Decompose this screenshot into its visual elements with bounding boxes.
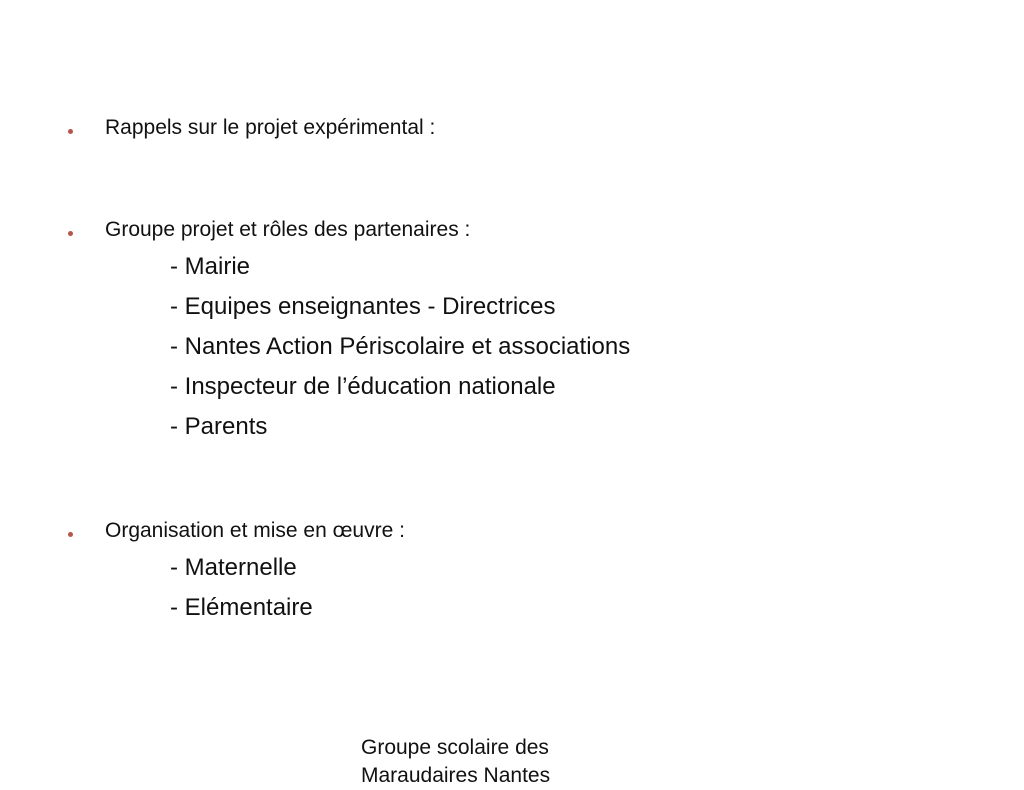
bullet-groupe-text: Groupe projet et rôles des partenaires : xyxy=(105,218,471,241)
groupe-sub-list xyxy=(170,247,630,447)
organisation-item-elementaire: - Elémentaire xyxy=(170,594,313,621)
organisation-item-maternelle: - Maternelle xyxy=(170,554,297,581)
slide-footer: Groupe scolaire des Maraudaires Nantes xyxy=(361,736,551,787)
bullet-rappels-text: Rappels sur le projet expérimental : xyxy=(105,116,436,139)
organisation-sub-list xyxy=(170,548,313,628)
groupe-item-inspecteur: - Inspecteur de l’éducation nationale xyxy=(170,373,556,400)
groupe-item-mairie: - Mairie xyxy=(170,253,251,280)
bullet-organisation-text: Organisation et mise en œuvre : xyxy=(105,519,405,542)
bullet-dot-icon xyxy=(68,129,73,134)
bullet-dot-icon xyxy=(68,532,73,537)
bullet-dot-icon xyxy=(68,231,73,236)
groupe-item-nantes-action: - Nantes Action Périscolaire et associations xyxy=(170,333,631,360)
groupe-item-equipes: - Equipes enseignantes - Directrices xyxy=(170,293,556,320)
groupe-item-parents: - Parents xyxy=(170,413,268,440)
